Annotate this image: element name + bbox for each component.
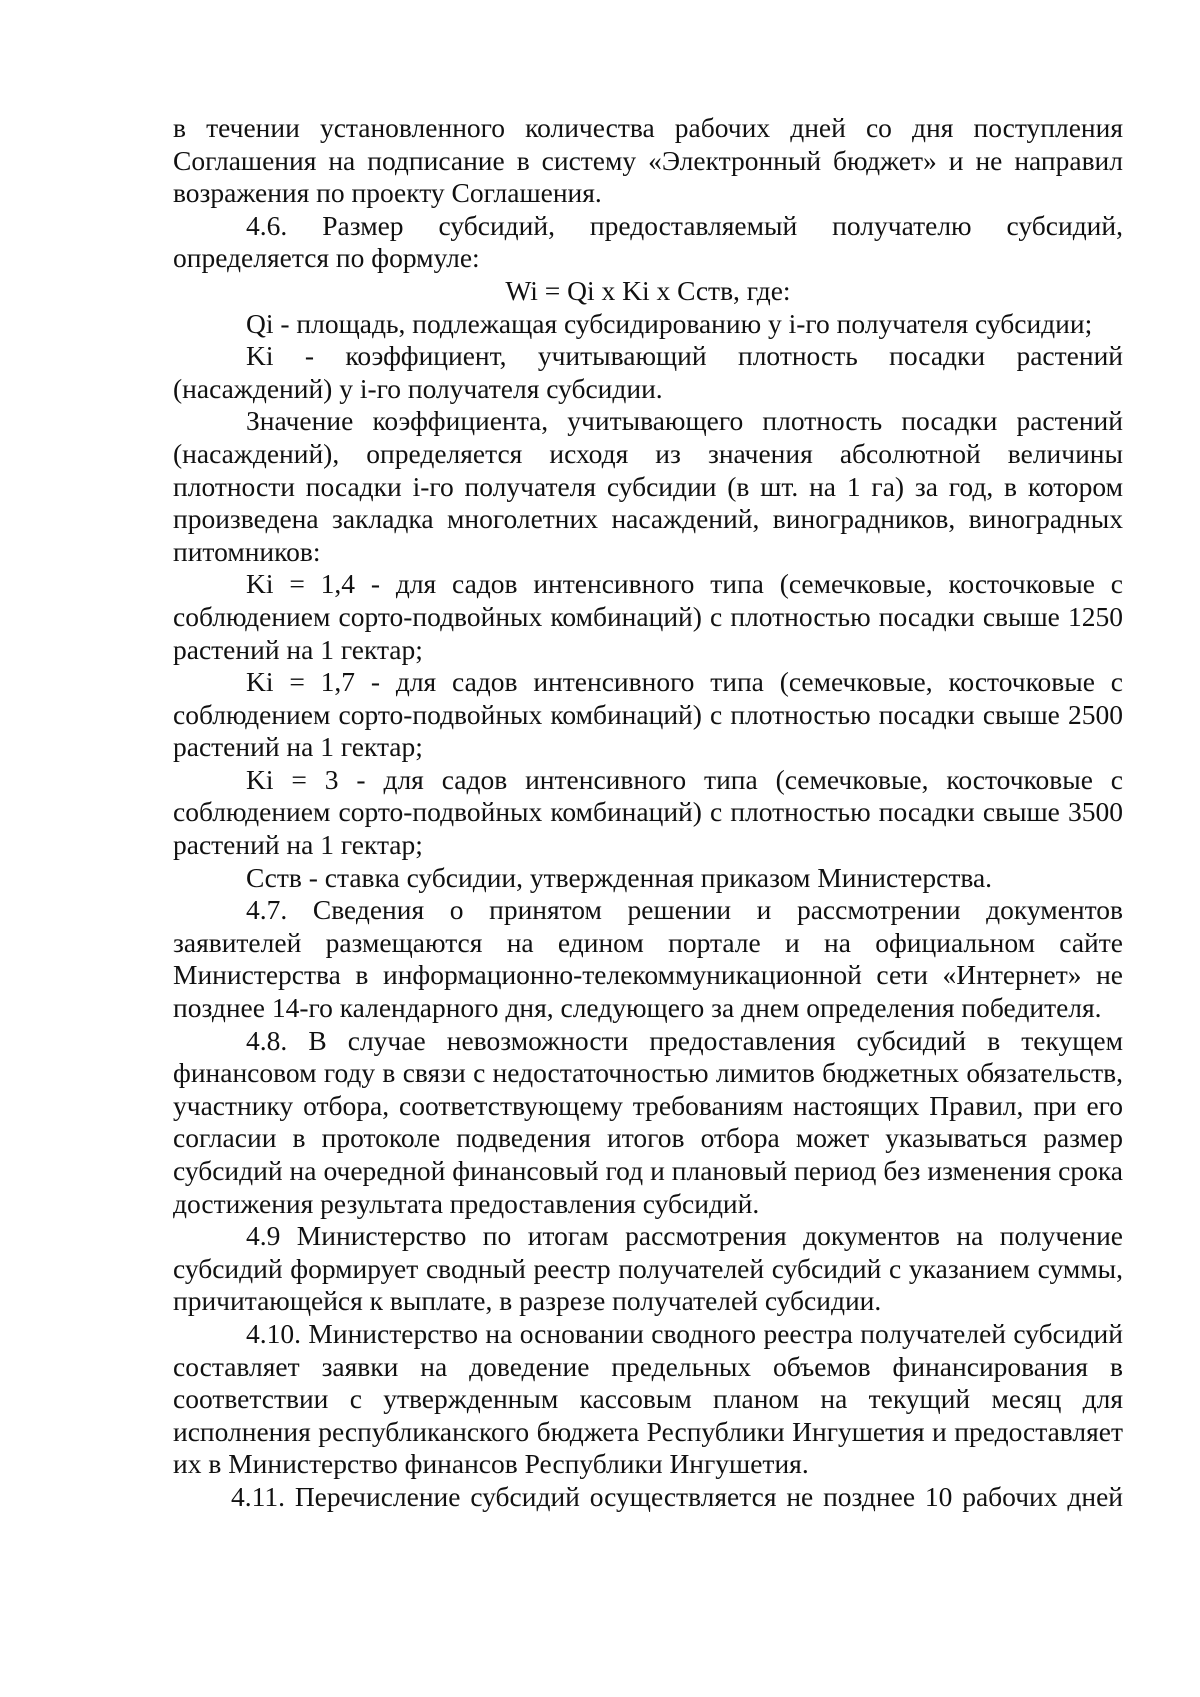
paragraph-4-6: 4.6. Размер субсидий, предоставляемый получателю субсидий, определяется по формуле:	[173, 209, 1123, 274]
definition-qi: Qi - площадь, подлежащая субсидированию у i-го получателя субсидии;	[246, 307, 1093, 339]
paragraph-continuation: в течении установленного количества рабочих дней со дня поступления Соглашения на подписание в систему «Электронный бюджет» и не направил возражения по проекту Соглашения.	[173, 112, 1123, 209]
paragraph-4-10: 4.10. Министерство на основании сводного реестра получателей субсидий составляет заявки на доведение предельных объемов финансирования в соответствии с утвержденным кассовым планом на текущий месяц для исполнения республиканского бюджета Республики Ингушетия и предоставляет их в Министерство финансов Республики Ингушетия.	[173, 1317, 1123, 1480]
coefficient-1-7: Ki = 1,7 - для садов интенсивного типа (семечковые, косточковые с соблюдением сорто-подвойных комбинаций) с плотностью посадки свыше 2500 растений на 1 гектар;	[173, 666, 1123, 763]
paragraph-4-9: 4.9 Министерство по итогам рассмотрения документов на получение субсидий формирует сводный реестр получателей субсидий с указанием суммы, причитающейся к выплате, в разрезе получателей субсидии.	[173, 1220, 1123, 1317]
coefficient-1-4: Ki = 1,4 - для садов интенсивного типа (семечковые, косточковые с соблюдением сорто-подвойных комбинаций) с плотностью посадки свыше 1250 растений на 1 гектар;	[173, 568, 1123, 665]
formula: Wi = Qi x Ki x Сств, где:	[505, 274, 791, 306]
paragraph-coefficient-value: Значение коэффициента, учитывающего плотность посадки растений (насаждений), определяется исходя из значения абсолютной величины плотности посадки i-го получателя субсидии (в шт. на 1 га) за год, в котором произведена закладка многолетних насаждений, виноградников, виноградных питомников:	[173, 405, 1123, 567]
definition-sstv: Сств - ставка субсидии, утвержденная приказом Министерства.	[246, 861, 993, 893]
paragraph-4-11: 4.11. Перечисление субсидий осуществляется не позднее 10 рабочих дней	[231, 1480, 1123, 1512]
document-body	[173, 112, 1123, 1514]
coefficient-3: Ki = 3 - для садов интенсивного типа (семечковые, косточковые с соблюдением сорто-подвойных комбинаций) с плотностью посадки свыше 3500 растений на 1 гектар;	[173, 763, 1123, 861]
definition-ki: Ki - коэффициент, учитывающий плотность посадки растений (насаждений) у i-го получателя субсидии.	[173, 340, 1123, 404]
paragraph-4-8: 4.8. В случае невозможности предоставления субсидий в текущем финансовом году в связи с недостаточностью лимитов бюджетных обязательств, участнику отбора, соответствующему требованиям настоящих Правил, при его согласии в протоколе подведения итогов отбора может указываться размер субсидий на очередной финансовый год и плановый период без изменения срока достижения результата предоставления субсидий.	[173, 1024, 1123, 1219]
paragraph-4-7: 4.7. Сведения о принятом решении и рассмотрении документов заявителей размещаются на едином портале и на официальном сайте Министерства в информационно-телекоммуникационной сети «Интернет» не позднее 14-го календарного дня, следующего за днем определения победителя.	[173, 894, 1123, 1024]
